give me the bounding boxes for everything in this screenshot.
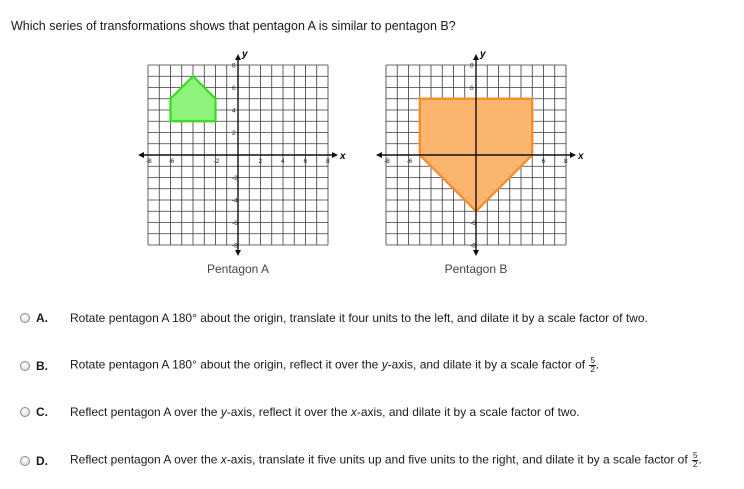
- y-tick-label: 6: [232, 85, 236, 92]
- y-tick-label: -8: [232, 242, 238, 250]
- choice-b[interactable]: [20, 357, 599, 374]
- coordinate-plane-b: [368, 45, 582, 281]
- x-tick-label: 8: [564, 158, 568, 165]
- graph-caption: Pentagon A: [206, 262, 270, 276]
- choice-text: Rotate pentagon A 180° about the origin, translate it four units to the left, and dilate it by a scale factor of two.: [70, 311, 648, 325]
- y-tick-label: 8: [232, 62, 236, 70]
- y-tick-label: -6: [232, 220, 238, 227]
- fraction-five-halves: $\frac{5}{2}$: [693, 451, 698, 469]
- pentagon-shape: [171, 76, 216, 121]
- choice-c[interactable]: [20, 405, 580, 419]
- y-axis-arrow-up: [235, 54, 241, 60]
- choice-letter: B.: [36, 358, 48, 373]
- coordinate-plane-a: [130, 45, 344, 281]
- graph-pentagon-b: [368, 45, 582, 281]
- x-axis-label: x: [340, 151, 346, 162]
- x-tick-label: 6: [303, 158, 308, 165]
- y-axis-arrow-down: [473, 250, 479, 256]
- radio-button-a[interactable]: [20, 313, 30, 323]
- fraction-five-halves: $\frac{5}{2}$: [590, 356, 595, 374]
- x-axis-arrow-right: [570, 152, 576, 158]
- choice-a[interactable]: [20, 311, 648, 325]
- y-tick-label: 2: [232, 130, 236, 137]
- radio-button-c[interactable]: [20, 407, 30, 417]
- y-tick-label: 4: [232, 107, 236, 115]
- y-axis-label: y: [242, 49, 248, 60]
- y-tick-label: 8: [470, 62, 474, 70]
- x-tick-label: 4: [281, 158, 285, 165]
- choice-d[interactable]: [20, 452, 702, 469]
- x-tick-label: 8: [326, 158, 330, 165]
- choice-letter: C.: [36, 405, 48, 419]
- x-tick-label: -8: [384, 158, 390, 165]
- x-tick-label: -6: [406, 158, 413, 165]
- x-tick-label: 2: [258, 158, 263, 165]
- x-tick-label: -8: [146, 158, 152, 165]
- y-tick-label: 6: [470, 85, 474, 92]
- graph-pentagon-a: [130, 45, 344, 281]
- x-tick-label: -6: [168, 158, 175, 165]
- radio-button-b[interactable]: [20, 361, 30, 371]
- x-axis-arrow-left: [376, 152, 382, 158]
- y-axis-arrow-up: [473, 54, 479, 60]
- choice-text: Reflect pentagon A over the y-axis, reflect it over the x-axis, and dilate it by a scale factor of two.: [70, 405, 580, 419]
- x-axis-arrow-left: [138, 152, 144, 158]
- x-axis-arrow-right: [332, 152, 338, 158]
- question-text: Which series of transformations shows that pentagon A is similar to pentagon B?: [11, 19, 456, 33]
- choice-letter: A.: [36, 311, 48, 325]
- x-tick-label: 6: [541, 158, 546, 165]
- y-axis-label: y: [480, 49, 486, 60]
- y-tick-label: -4: [232, 197, 238, 205]
- y-tick-label: -2: [232, 175, 238, 182]
- radio-button-d[interactable]: [20, 456, 30, 466]
- choice-text: Rotate pentagon A 180° about the origin, reflect it over the y-axis, and dilate it by a scale factor of $\frac{5}{2}$ .: [70, 356, 600, 374]
- y-tick-label: -8: [470, 242, 476, 250]
- graph-caption: Pentagon B: [444, 262, 508, 276]
- x-tick-label: -2: [213, 158, 220, 165]
- x-axis-label: x: [578, 151, 584, 162]
- y-axis-arrow-down: [235, 250, 241, 256]
- choice-text: Reflect pentagon A over the x-axis, translate it five units up and five units to the right, and dilate it by a scale factor of $\frac{5}{2}$ .: [70, 451, 702, 469]
- choice-letter: D.: [36, 453, 48, 468]
- y-tick-label: -6: [470, 220, 476, 227]
